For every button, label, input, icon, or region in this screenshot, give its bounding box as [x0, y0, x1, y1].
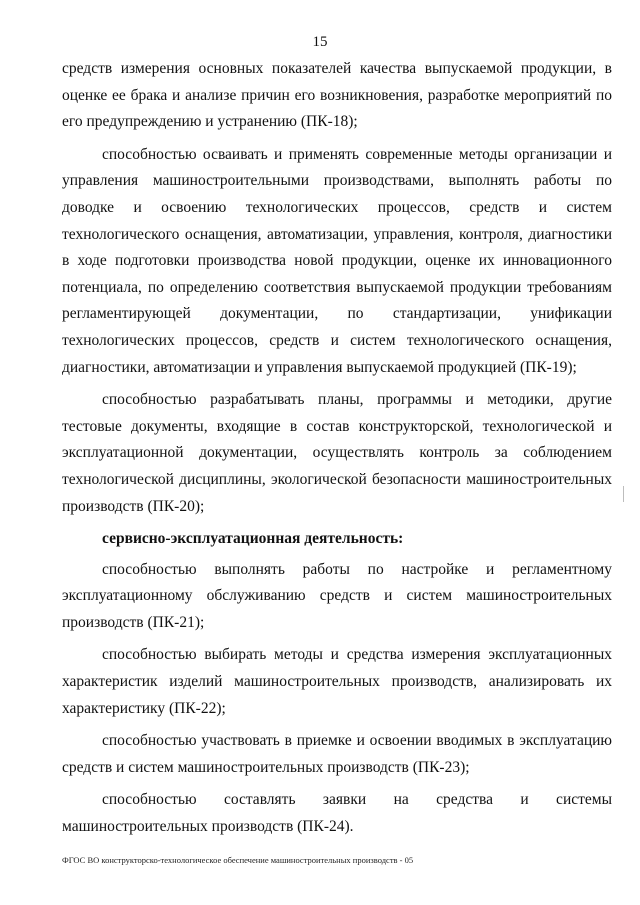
paragraph-pk22: способностью выбирать методы и средства измерения эксплуатационных характеристик изделий машиностроительных производств, анализировать их характеристику (ПК-22); [62, 646, 612, 717]
page-footer: ФГОС ВО конструкторско-технологическое обеспечение машиностроительных производств - 05 [62, 855, 414, 865]
paragraph-pk19: способностью осваивать и применять современные методы организации и управления машиностроительными производствами, выполнять работы по доводке и освоению технологических процессов, средств и систем технологического оснащения, автоматизации, управления, контроля, диагностики в ходе подготовки производства новой продукции, оценке их инновационного потенциала, по определению соответствия выпускаемой продукции требованиям регламентирующей документации, по стандартизации, унификации технологических процессов, средств и систем технологического оснащения, диагностики, автоматизации и управления выпускаемой продукцией (ПК-19); [62, 145, 612, 376]
section-heading-service-operation: сервисно-эксплуатационная деятельность: [102, 530, 404, 548]
paragraph-pk24: способностью составлять заявки на средства и системы машиностроительных производств (ПК-24). [62, 791, 612, 836]
scan-artifact-line [623, 486, 624, 502]
paragraph-pk23: способностью участвовать в приемке и освоении вводимых в эксплуатацию средств и систем машиностроительных производств (ПК-23); [62, 732, 612, 776]
paragraph-pk20: способностью разрабатывать планы, программы и методики, другие тестовые документы, входящие в состав конструкторской, технологической и эксплуатационной документации, осуществлять контроль за соблюдением технологической дисциплины, экологической безопасности машиностроительных производств (ПК-20); [62, 391, 612, 515]
page-number: 15 [312, 34, 328, 50]
document-body [62, 56, 612, 847]
paragraph-pk21: способностью выполнять работы по настройке и регламентному эксплуатационному обслуживанию средств и систем машиностроительных производств (ПК-21); [62, 560, 612, 631]
paragraph-pk18-continuation: средств измерения основных показателей качества выпускаемой продукции, в оценке ее брака и анализе причин его возникновения, разработке мероприятий по его предупреждению и устранению (ПК-18); [62, 60, 612, 131]
